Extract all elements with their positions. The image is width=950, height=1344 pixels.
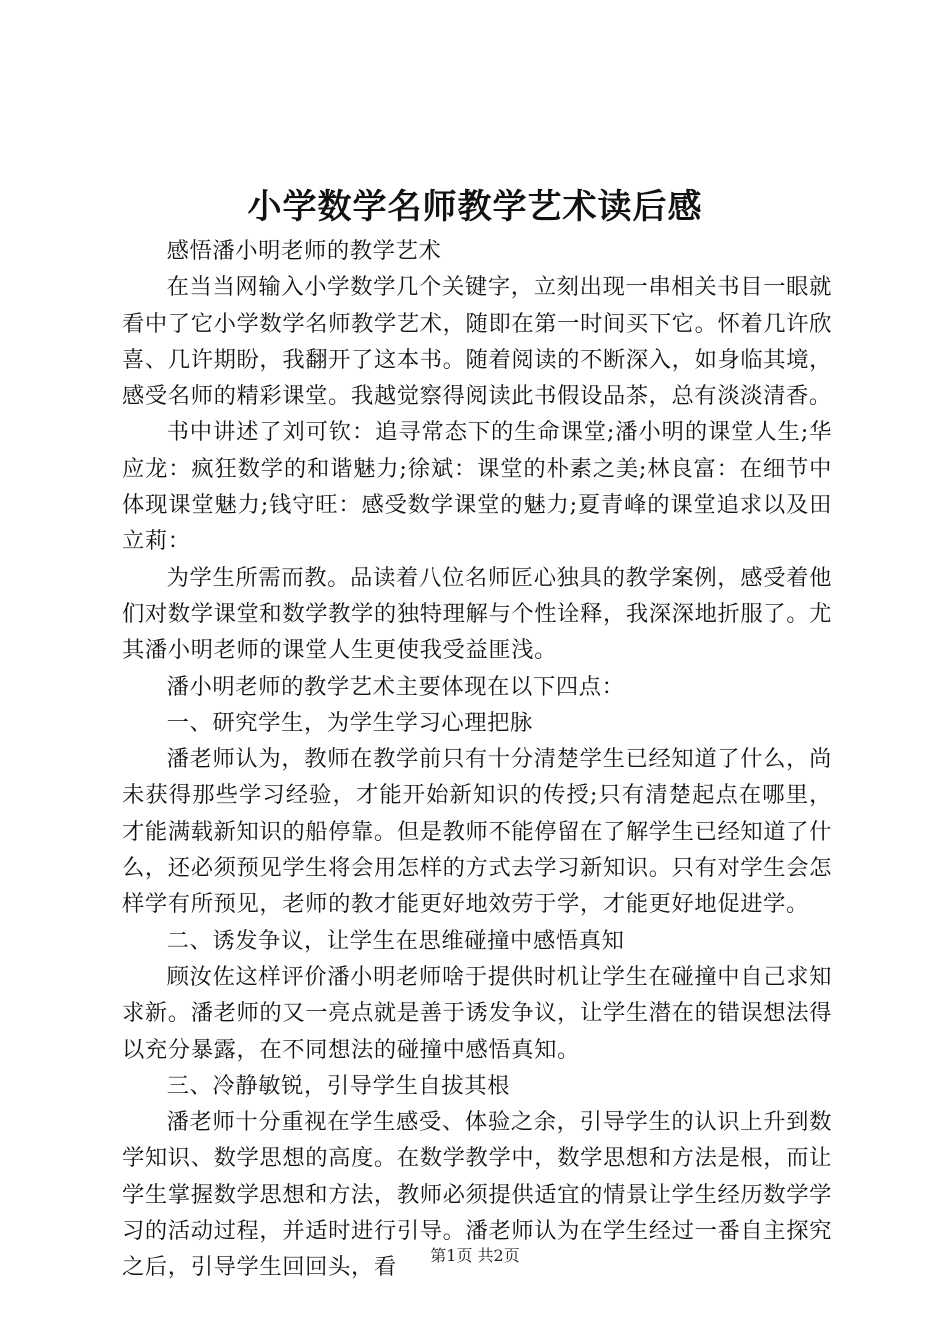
page-indicator: 第1页 共2页 xyxy=(430,1246,520,1265)
page-footer xyxy=(0,1244,950,1268)
paragraph: 在当当网输入小学数学几个关键字，立刻出现一串相关书目一眼就看中了它小学数学名师教学艺术，随即在第一时间买下它。怀着几许欣喜、几许期盼，我翻开了这本书。随着阅读的不断深入，如身临其境，感受名师的精彩课堂。我越觉察得阅读此书假设品茶，总有淡淡清香。 xyxy=(122,274,832,410)
section-heading: 一、研究学生，为学生学习心理把脉 xyxy=(166,709,533,736)
paragraph: 顾汝佐这样评价潘小明老师啥于提供时机让学生在碰撞中自己求知求新。潘老师的又一亮点就是善于诱发争议，让学生潜在的错误想法得以充分暴露，在不同想法的碰撞中感悟真知。 xyxy=(122,963,832,1063)
paragraph: 为学生所需而教。品读着八位名师匠心独具的教学案例，感受着他们对数学课堂和数学教学的独特理解与个性诠释，我深深地折服了。尤其潘小明老师的课堂人生更使我受益匪浅。 xyxy=(122,564,832,664)
section-heading: 三、冷静敏锐，引导学生自拔其根 xyxy=(166,1072,511,1099)
document-title: 小学数学名师教学艺术读后感 xyxy=(247,187,703,227)
paragraph: 潘老师十分重视在学生感受、体验之余，引导学生的认识上升到数学知识、数学思想的高度。在数学教学中，数学思想和方法是根，而让学生掌握数学思想和方法，教师必须提供适宜的情景让学生经历数学学习的活动过程，并适时进行引导。潘老师认为在学生经过一番自主探究之后，引导学生回回头，看 xyxy=(122,1109,832,1281)
paragraph: 潘老师认为，教师在教学前只有十分清楚学生已经知道了什么，尚未获得那些学习经验，才能开始新知识的传授;只有清楚起点在哪里，才能满载新知识的船停靠。但是教师不能停留在了解学生已经知道了什么，还必须预见学生将会用怎样的方式去学习新知识。只有对学生会怎样学有所预见，老师的教才能更好地效劳于学，才能更好地促进学。 xyxy=(122,746,832,918)
paragraph-subtitle: 感悟潘小明老师的教学艺术 xyxy=(166,238,442,264)
paragraph: 潘小明老师的教学艺术主要体现在以下四点： xyxy=(166,673,625,700)
document-body xyxy=(122,233,832,1286)
section-heading: 二、诱发争议，让学生在思维碰撞中感悟真知 xyxy=(166,927,625,954)
paragraph: 书中讲述了刘可钦：追寻常态下的生命课堂;潘小明的课堂人生;华应龙：疯狂数学的和谐魅力;徐斌：课堂的朴素之美;林良富：在细节中体现课堂魅力;钱守旺：感受数学课堂的魅力;夏青峰的课堂追求以及田立莉： xyxy=(122,419,832,555)
